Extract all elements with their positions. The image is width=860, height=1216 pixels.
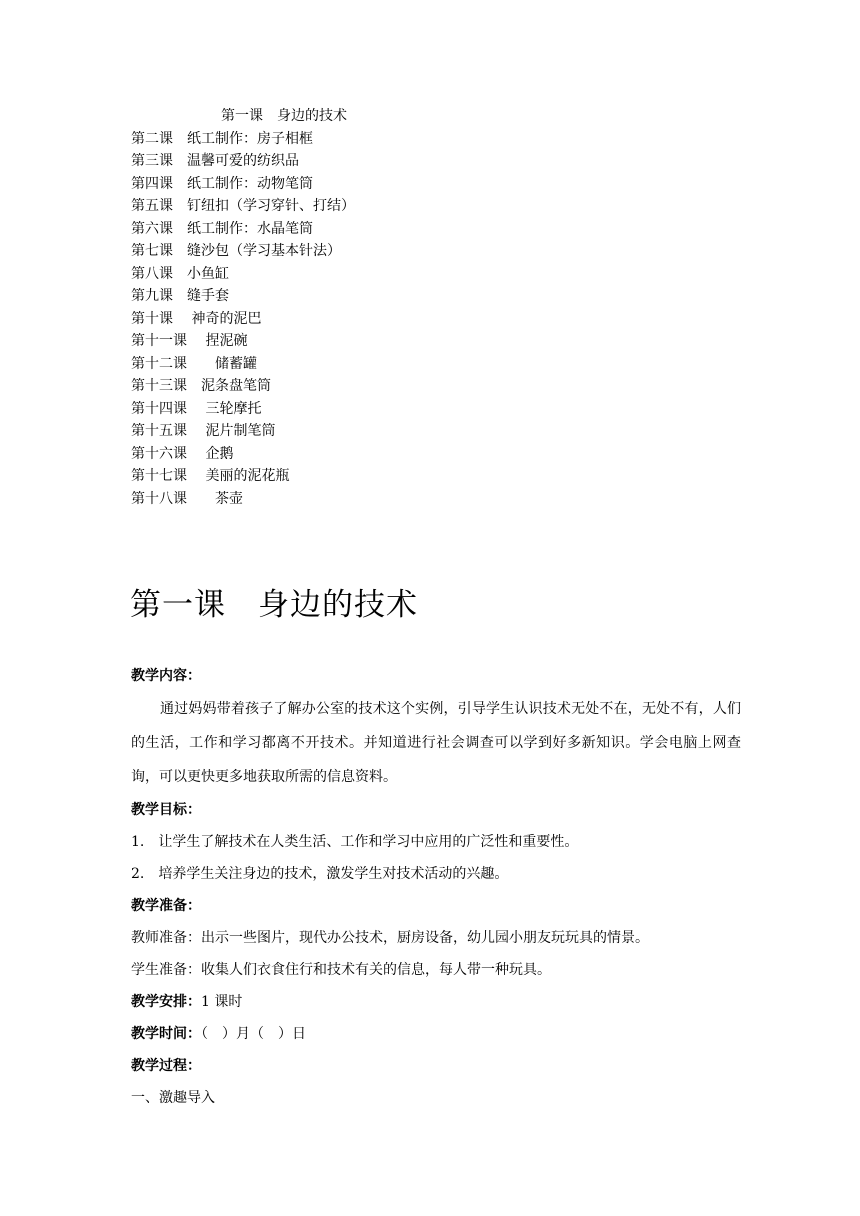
toc-entry: 第十七课 美丽的泥花瓶 — [131, 468, 290, 484]
teacher-prep: 教师准备：出示一些图片，现代办公技术，厨房设备，幼儿园小朋友玩玩具的情景。 — [131, 930, 649, 946]
table-of-contents — [131, 105, 631, 510]
toc-entry: 第十课 神奇的泥巴 — [131, 310, 262, 327]
lesson-body — [131, 660, 741, 1114]
toc-entry: 第一课 身边的技术 — [221, 108, 347, 124]
schedule-value: 1 课时 — [201, 994, 243, 1010]
time-row — [131, 1018, 741, 1050]
toc-entry: 第十六课 企鹅 — [131, 445, 234, 462]
toc-entry: 第十八课 茶壶 — [131, 490, 243, 507]
toc-entry: 第十二课 储蓄罐 — [131, 355, 257, 372]
student-prep: 学生准备：收集人们衣食住行和技术有关的信息，每人带一种玩具。 — [131, 962, 551, 978]
goal-item: 2. 培养学生关注身边的技术，激发学生对技术活动的兴趣。 — [131, 866, 509, 882]
toc-entry: 第八课 小鱼缸 — [131, 265, 229, 282]
toc-entry: 第十一课 捏泥碗 — [131, 333, 248, 349]
toc-entry: 第十四课 三轮摩托 — [131, 400, 262, 417]
goals-label: 教学目标： — [131, 802, 201, 818]
goal-item: 1. 让学生了解技术在人类生活、工作和学习中应用的广泛性和重要性。 — [131, 834, 579, 850]
lesson-title: 第一课 身边的技术 — [130, 587, 418, 623]
toc-entry: 第三课 温馨可爱的纺织品 — [131, 153, 299, 169]
toc-entry: 第十三课 泥条盘笔筒 — [131, 378, 271, 394]
time-label: 教学时间： — [131, 1026, 201, 1042]
toc-entry: 第十五课 泥片制笔筒 — [131, 423, 276, 439]
schedule-label: 教学安排： — [131, 994, 201, 1010]
process-label: 教学过程： — [131, 1058, 201, 1074]
toc-entry: 第九课 缝手套 — [131, 288, 229, 304]
content-paragraph: 通过妈妈带着孩子了解办公室的技术这个实例，引导学生认识技术无处不在，无处不有，人们的生活，工作和学习都离不开技术。并知道进行社会调查可以学到好多新知识。学会电脑上网查询，可以更快更多地获取所需的信息资料。 — [131, 701, 741, 785]
content-label: 教学内容： — [131, 668, 201, 684]
prep-label: 教学准备： — [131, 898, 201, 914]
schedule-row — [131, 986, 741, 1018]
toc-entry: 第四课 纸工制作：动物笔筒 — [131, 175, 313, 192]
toc-entry: 第五课 钉纽扣（学习穿针、打结） — [131, 198, 355, 214]
process-step: 一、激趣导入 — [131, 1090, 215, 1106]
time-value: （ ）月（ ）日 — [201, 1026, 306, 1042]
toc-entry: 第六课 纸工制作：水晶笔筒 — [131, 220, 313, 237]
toc-entry: 第二课 纸工制作：房子相框 — [131, 130, 313, 147]
toc-entry: 第七课 缝沙包（学习基本针法） — [131, 243, 341, 259]
